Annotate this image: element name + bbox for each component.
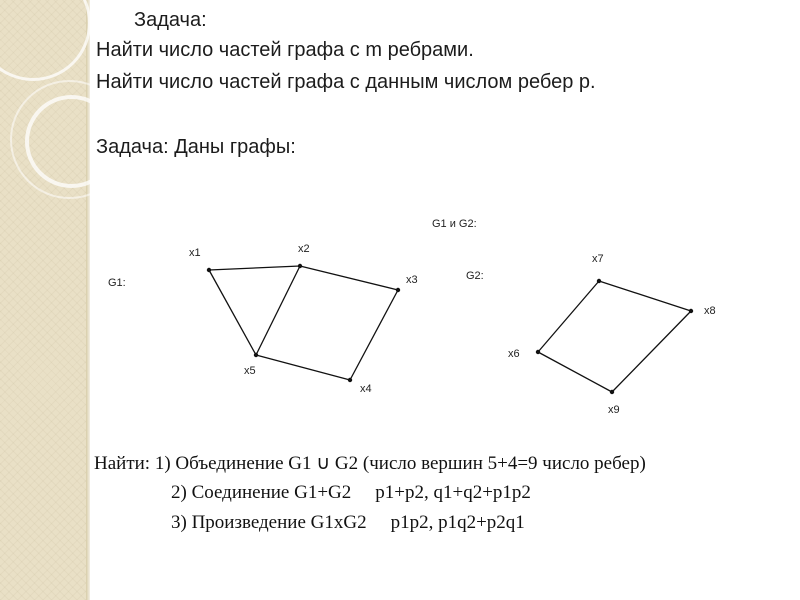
task-item-union — [94, 452, 646, 475]
union-symbol: ∪ — [316, 453, 331, 474]
g2-label: G2: — [466, 270, 484, 282]
edge-x6-x7 — [538, 281, 599, 352]
vertex-x4 — [348, 378, 352, 382]
edge-x4-x5 — [256, 355, 350, 380]
vertex-x8 — [689, 309, 693, 313]
task-line-1: Найти число частей графа с m ребрами. — [96, 39, 474, 61]
vertex-label-x5: x5 — [244, 365, 256, 377]
g1-label: G1: — [108, 277, 126, 289]
vertex-label-x9: x9 — [608, 404, 620, 416]
task-line-2: Найти число частей графа с данным числом ребер р. — [96, 71, 596, 93]
vertex-x7 — [597, 279, 601, 283]
edge-x1-x2 — [209, 266, 300, 270]
task-product-formula: p1p2, p1q2+p2q1 — [390, 512, 525, 533]
vertex-label-x8: x8 — [704, 305, 716, 317]
task-product-text: 3) Произведение G1xG2 — [171, 512, 367, 533]
task-heading-graphs: Задача: Даны графы: — [96, 136, 296, 158]
vertex-label-x1: x1 — [189, 247, 201, 259]
vertex-x1 — [207, 268, 211, 272]
vertex-x9 — [610, 390, 614, 394]
task-union-prefix: Найти: 1) Объединение G1 — [94, 453, 312, 474]
edge-x3-x4 — [350, 290, 398, 380]
vertex-label-x4: x4 — [360, 383, 372, 395]
edge-x5-x1 — [209, 270, 256, 355]
task-join-formula: p1+p2, q1+q2+p1p2 — [375, 482, 531, 503]
vertex-x2 — [298, 264, 302, 268]
edge-x9-x6 — [538, 352, 612, 392]
vertex-label-x6: x6 — [508, 348, 520, 360]
edge-x8-x9 — [612, 311, 691, 392]
task-item-join — [171, 482, 531, 504]
vertex-label-x7: x7 — [592, 253, 604, 265]
task-union-suffix: G2 (число вершин 5+4=9 число ребер) — [334, 453, 646, 474]
vertex-x6 — [536, 350, 540, 354]
graphs-caption: G1 и G2: — [432, 218, 477, 230]
task-join-text: 2) Соединение G1+G2 — [171, 482, 352, 503]
vertex-x5 — [254, 353, 258, 357]
edge-x2-x3 — [300, 266, 398, 290]
task-heading: Задача: — [134, 9, 207, 31]
task-item-product — [171, 512, 525, 534]
edge-x7-x8 — [599, 281, 691, 311]
vertex-x3 — [396, 288, 400, 292]
edge-x2-x5 — [256, 266, 300, 355]
vertex-label-x2: x2 — [298, 243, 310, 255]
vertex-label-x3: x3 — [406, 274, 418, 286]
